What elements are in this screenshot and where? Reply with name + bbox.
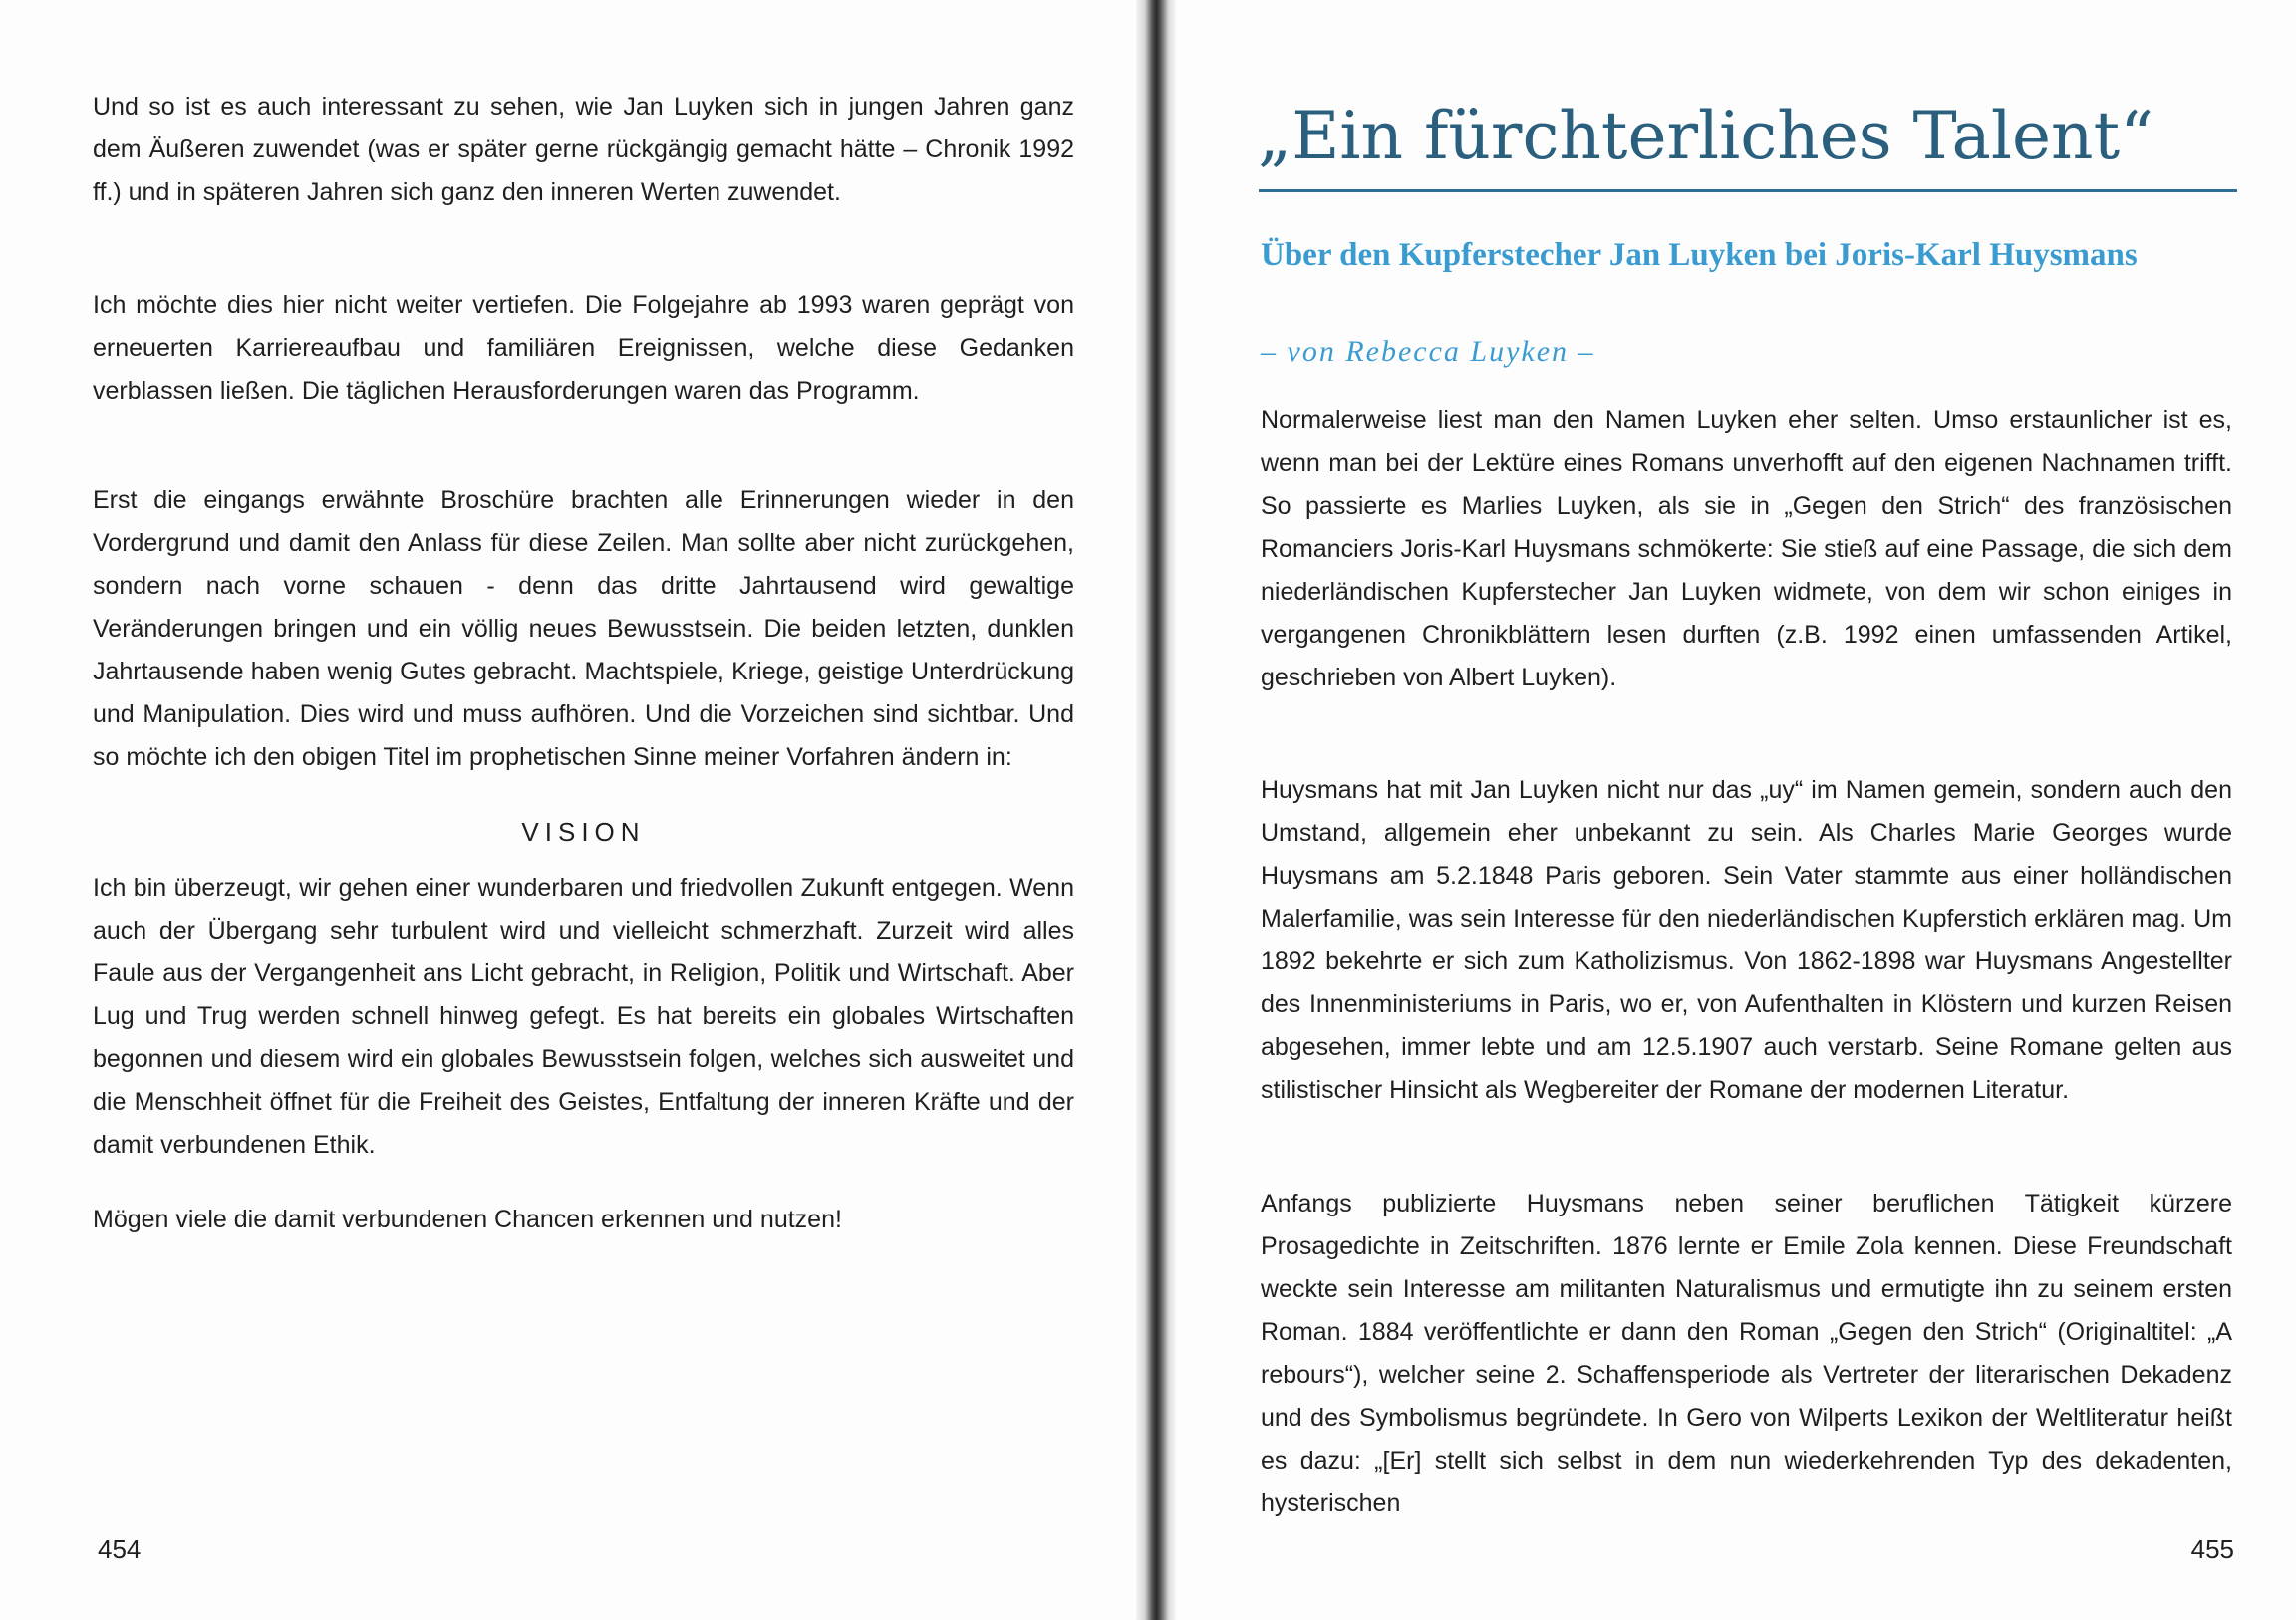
right-paragraph-1: Normalerweise liest man den Namen Luyken eher selten. Umso erstaunlicher ist es, wenn man bei der Lektüre eines Romans unverhofft auf den eigenen Nachnamen trifft. So passierte es Marlies Luyken, als sie in „Gegen den Strich“ des französischen Romanciers Joris-Karl Huysmans schmökerte: Sie stieß auf eine Passage, die sich dem niederländischen Kupferstecher Jan Luyken widmete, von dem wir schon einiges in vergangenen Chronikblättern lesen durften (z.B. 1992 einen umfassenden Artikel, geschrieben von Albert Luyken). xyxy=(1261,406,2232,691)
left-paragraph-3: Erst die eingangs erwähnte Broschüre brachten alle Erinnerungen wieder in den Vordergrund und damit den Anlass für diese Zeilen. Man sollte aber nicht zurückgehen, sondern nach vorne schauen - denn das dritte Jahrtausend wird gewaltige Veränderungen bringen und ein völlig neues Bewusstsein. Die beiden letzten, dunklen Jahrtausende haben wenig Gutes gebracht. Machtspiele, Kriege, geistige Unterdrückung und Manipulation. Dies wird und muss aufhören. Und die Vorzeichen sind sichtbar. Und so möchte ich den obigen Titel im prophetischen Sinne meiner Vorfahren ändern in: xyxy=(93,486,1074,771)
left-paragraph-4: Ich bin überzeugt, wir gehen einer wunderbaren und friedvollen Zukunft entgegen. Wenn auch der Übergang sehr turbulent wird und vielleicht schmerzhaft. Zurzeit wird alles Faule aus der Vergangenheit ans Licht gebracht, in Religion, Politik und Wirtschaft. Aber Lug und Trug werden schnell hinweg gefegt. Es hat bereits ein globales Wirtschaften begonnen und diesem wird ein globales Bewusstsein folgen, welches sich ausweitet und die Menschheit öffnet für die Freiheit des Geistes, Entfaltung der inneren Kräfte und der damit verbundenen Ethik. xyxy=(93,874,1074,1159)
page-number-left: 454 xyxy=(98,1534,142,1564)
article-title: „Ein fürchterliches Talent“ xyxy=(1258,98,2153,174)
page-number-right: 455 xyxy=(2190,1534,2234,1564)
title-rule xyxy=(1259,189,2237,192)
left-page xyxy=(0,0,1146,1620)
left-paragraph-2: Ich möchte dies hier nicht weiter vertiefen. Die Folgejahre ab 1993 waren geprägt von erneuerten Karriereaufbau und familiären Ereignissen, welche diese Gedanken verblassen ließen. Die täglichen Herausforderungen waren das Programm. xyxy=(93,291,1074,405)
left-paragraph-1: Und so ist es auch interessant zu sehen, wie Jan Luyken sich in jungen Jahren ganz dem Äußeren zuwendet (was er später gerne rückgängig gemacht hätte – Chronik 1992 ff.) und in späteren Jahren sich ganz den inneren Werten zuwendet. xyxy=(93,93,1074,206)
right-paragraph-3: Anfangs publizierte Huysmans neben seiner beruflichen Tätigkeit kürzere Prosagedichte in Zeitschriften. 1876 lernte er Emile Zola kennen. Diese Freundschaft weckte sein Interesse am militanten Naturalismus und ermutigte ihn zu seinem ersten Roman. 1884 veröffentlichte er dann den Roman „Gegen den Strich“ (Originaltitel: „A rebours“), welcher seine 2. Schaffensperiode als Vertreter der literarischen Dekadenz und des Symbolismus begründete. In Gero von Wilperts Lexikon der Weltliteratur heißt es dazu: „[Er] stellt sich selbst in dem nun wiederkehrenden Typ des dekadenten, hysterischen xyxy=(1261,1190,2232,1517)
article-subtitle: Über den Kupferstecher Jan Luyken bei Joris-Karl Huysmans xyxy=(1261,237,2138,273)
vision-heading: VISION xyxy=(521,817,646,847)
author-byline: – von Rebecca Luyken – xyxy=(1261,335,1595,368)
right-paragraph-2: Huysmans hat mit Jan Luyken nicht nur das „uy“ im Namen gemein, sondern auch den Umstand, allgemein eher unbekannt zu sein. Als Charles Marie Georges wurde Huysmans am 5.2.1848 Paris geboren. Sein Vater stammte aus einer holländischen Malerfamilie, was sein Interesse für den niederländischen Kupferstich erklären mag. Um 1892 bekehrte er sich zum Katholizismus. Von 1862-1898 war Huysmans Angestellter des Innenministeriums in Paris, wo er, von Aufenthalten in Klöstern und kurzen Reisen abgesehen, immer lebte und am 12.5.1907 auch verstarb. Seine Romane gelten aus stilistischer Hinsicht als Wegbereiter der Romane der modernen Literatur. xyxy=(1261,776,2232,1104)
book-gutter xyxy=(1136,0,1176,1620)
left-paragraph-5: Mögen viele die damit verbundenen Chancen erkennen und nutzen! xyxy=(93,1206,842,1233)
